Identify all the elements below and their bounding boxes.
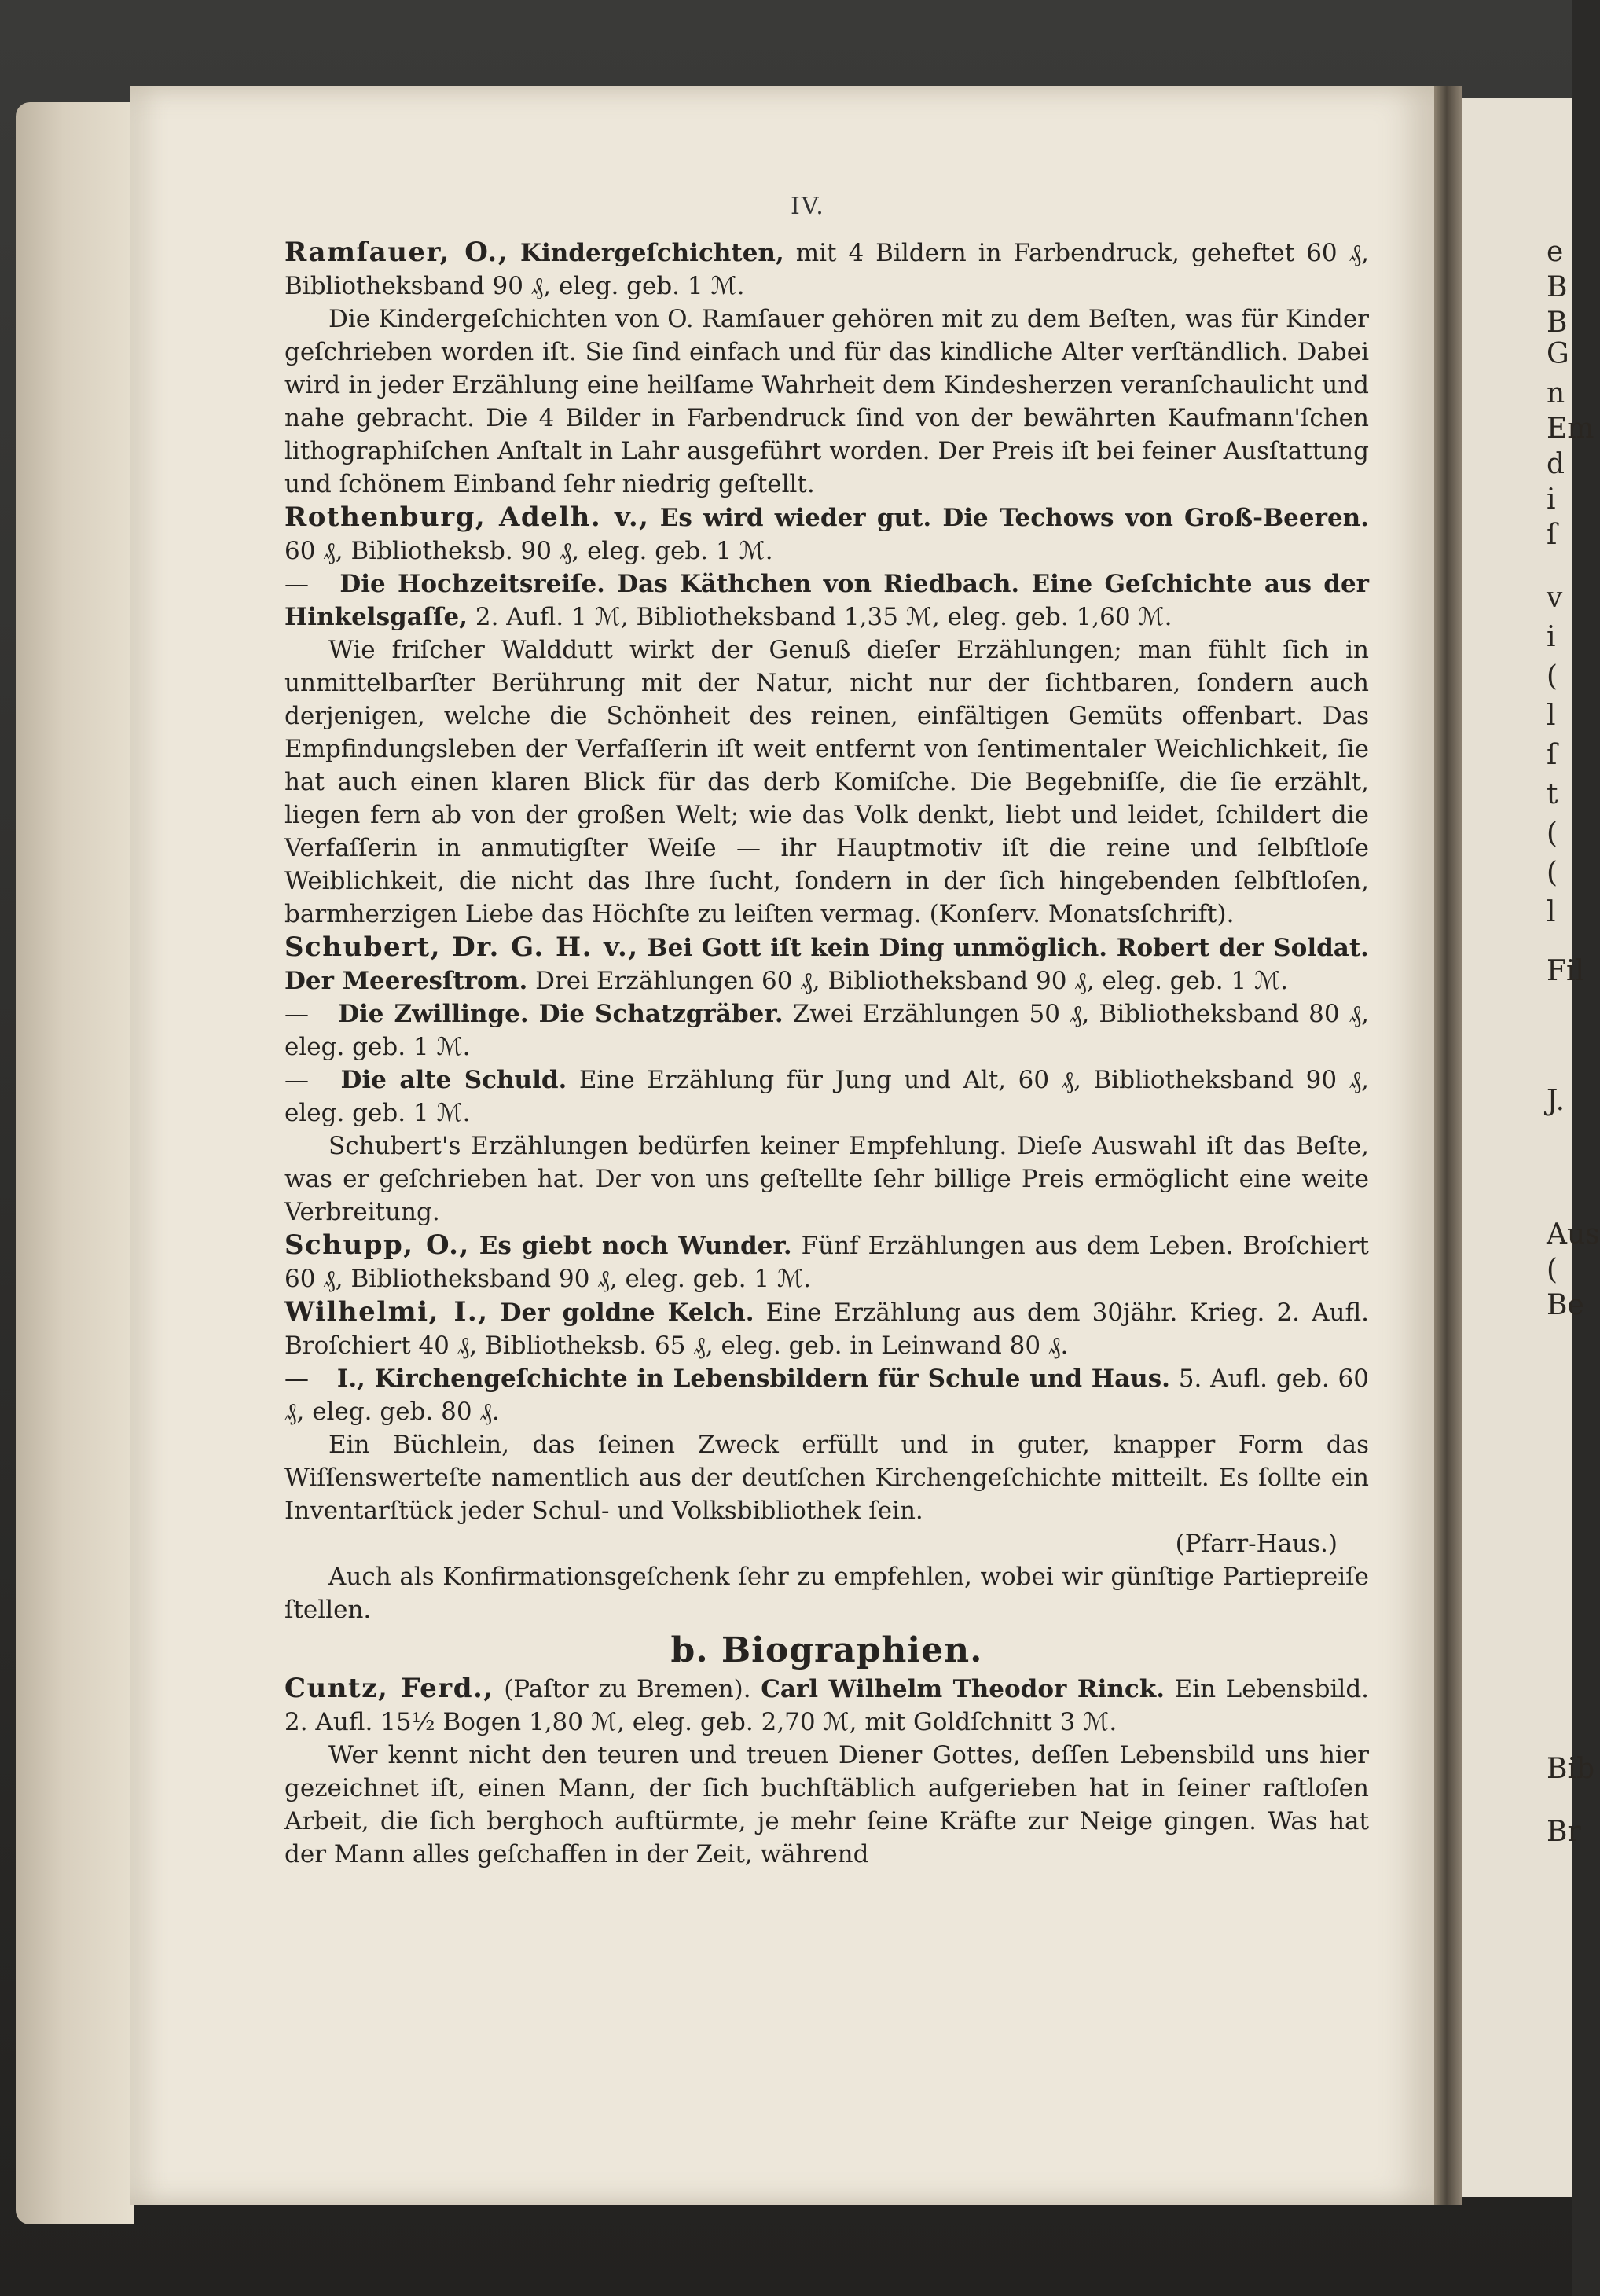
entry-author: Ramſauer, O., [284, 237, 509, 268]
page-body [284, 236, 1369, 1871]
entry-info: Eine Erzählung aus dem 30jähr. Krieg. 2. Aufl. Broſchiert 40 ₰, Bibliotheksb. 65 ₰, eleg. geb. in Leinwand 80 ₰. [284, 1299, 1369, 1360]
entry-title: Es wird wieder gut. Die Techows von Groß-Beeren. [659, 504, 1369, 532]
next-page-fragment: ſ [1547, 739, 1558, 771]
next-page-fragment: ſ [1547, 519, 1558, 551]
next-page-fragment: ( [1547, 857, 1558, 889]
catalog-subentry [284, 1362, 1369, 1428]
entry-author-note: (Paſtor zu Bremen). [504, 1675, 751, 1703]
catalog-entry [284, 1295, 1369, 1362]
next-page-fragment: d [1547, 448, 1565, 480]
next-page-fragment: Aus [1547, 1218, 1600, 1251]
catalog-subentry [284, 568, 1369, 634]
catalog-subentry [284, 1064, 1369, 1130]
entry-dash: — [284, 570, 309, 598]
subentry-title: Die alte Schuld. [340, 1066, 567, 1094]
entry-note: Auch als Konfirmationsgeſchenk ſehr zu empfehlen, wobei wir günſtige Partiepreiſe ſtellen. [284, 1563, 1369, 1624]
entry-info: mit 4 Bildern in Farbendruck, geheftet 60 ₰, Bibliotheksband 90 ₰, eleg. geb. 1 ℳ. [284, 239, 1369, 300]
entry-title: Bei Gott iſt kein Ding unmöglich. Robert der Soldat. Der Meeresſtrom. [284, 934, 1369, 995]
next-page-fragment: e [1547, 236, 1564, 268]
entry-title: Carl Wilhelm Theodor Rinck. [761, 1675, 1165, 1703]
entry-review: Wer kennt nicht den teuren und treuen Diener Gottes, deſſen Lebensbild uns hier gezeichnet iſt, einen Mann, der ſich buchſtäblich aufgerieben hat in ſeiner raſtloſen Arbeit, die ſich berghoch auftürmte, je mehr ſeine Kräfte zur Neige gingen. Was hat der Mann alles geſchaffen in der Zeit, während [284, 1741, 1369, 1868]
next-page-fragment: Br [1547, 1816, 1581, 1848]
entry-dash: — [284, 1365, 309, 1393]
entry-author: Schubert, Dr. G. H. v., [284, 931, 639, 963]
next-page-fragment: t [1547, 778, 1558, 810]
catalog-entry [284, 236, 1369, 303]
section-heading: b. Biographien. [670, 1630, 983, 1670]
subentry-info: Zwei Erzählungen 50 ₰, Bibliotheksband 80 ₰, eleg. geb. 1 ℳ. [284, 1000, 1370, 1061]
subentry-info: 5. Aufl. geb. 60 ₰, eleg. geb. 80 ₰. [284, 1365, 1369, 1426]
next-page-fragment: Fil [1547, 955, 1585, 987]
next-page-fragment: B [1547, 307, 1568, 339]
entry-title: Der goldne Kelch. [500, 1299, 754, 1327]
entry-review: Wie friſcher Walddutt wirkt der Genuß dieſer Erzählungen; man fühlt ſich in unmittelbarſter Berührung mit der Natur, nicht nur der ſichtbaren, ſondern auch derjenigen, welche die Schönheit des reinen, einfältigen Gemüts offenbart. Das Empfindungsleben der Verfaſſerin iſt weit entfernt von ſentimentaler Weichlichkeit, ſie hat auch einen klaren Blick für das derb Komiſche. Die Begebniſſe, die ſie erzählt, liegen fern ab von der großen Welt; wie das Volk denkt, liebt und leidet, ſchildert die Verfaſſerin in anmutigſter Weiſe — ihr Hauptmotiv iſt die reine und ſelbſtloſe Weiblichkeit, die nicht das Ihre ſucht, ſondern in der ſich hingebenden ſelbſtloſen, barmherzigen Liebe das Höchſte zu leiſten vermag. (Konſerv. Monatsſchrift). [284, 636, 1369, 928]
next-page-fragment: Em [1547, 413, 1594, 445]
next-page-fragment: i [1547, 483, 1556, 516]
subentry-title: Die Hochzeitsreiſe. Das Käthchen von Riedbach. Eine Geſchichte aus der Hinkelsgaſſe, [284, 570, 1370, 631]
page-number: IV. [791, 193, 825, 220]
subentry-info: 2. Aufl. 1 ℳ, Bibliotheksband 1,35 ℳ, eleg. geb. 1,60 ℳ. [475, 603, 1172, 631]
subentry-info: Eine Erzählung für Jung und Alt, 60 ₰, Bibliotheksband 90 ₰, eleg. geb. 1 ℳ. [284, 1066, 1369, 1127]
entry-review: Die Kindergeſchichten von O. Ramſauer gehören mit zu dem Beſten, was für Kinder geſchrieben worden iſt. Sie ſind einfach und für das kindliche Alter verſtändlich. Dabei wird in jeder Erzählung eine heilſame Wahrheit dem Kindesherzen veranſchaulicht und nahe gebracht. Die 4 Bilder in Farbendruck ſind von der bewährten Kaufmann'ſchen lithographiſchen Anſtalt in Lahr ausgeführt worden. Der Preis iſt bei feiner Ausſtattung und ſchönem Einband ſehr niedrig geſtellt. [284, 305, 1369, 498]
next-page-fragment: ( [1547, 817, 1558, 850]
next-page-fragment: ( [1547, 1254, 1558, 1286]
entry-dash: — [284, 1066, 309, 1094]
next-page-fragment: i [1547, 621, 1556, 653]
next-page-fragment: l [1547, 700, 1556, 732]
entry-author: Schupp, O., [284, 1229, 470, 1261]
catalog-entry [284, 501, 1369, 568]
next-page-fragment: B [1547, 271, 1568, 303]
entry-dash: — [284, 1000, 309, 1028]
next-page-fragment: G [1547, 338, 1569, 370]
next-page-fragment: Bib [1547, 1753, 1595, 1785]
next-page-fragment: Be [1547, 1289, 1584, 1321]
entry-review: Ein Büchlein, das ſeinen Zweck erfüllt und in guter, knapper Form das Wiſſenswerteſte namentlich aus der deutſchen Kirchengeſchichte mitteilt. Es ſollte ein Inventarſtück jeder Schul- und Volksbibliothek ſein. [284, 1431, 1369, 1525]
entry-info: 60 ₰, Bibliotheksb. 90 ₰, eleg. geb. 1 ℳ. [284, 537, 773, 565]
entry-author: Wilhelmi, I., [284, 1296, 489, 1328]
entry-title: Es giebt noch Wunder. [479, 1232, 792, 1260]
book-gutter [1434, 86, 1462, 2205]
entry-info: Fünf Erzählungen aus dem Leben. Broſchiert 60 ₰, Bibliotheksband 90 ₰, eleg. geb. 1 ℳ. [284, 1232, 1369, 1293]
entry-title: Kindergeſchichten, [520, 239, 784, 267]
entry-author: Rothenburg, Adelh. v., [284, 501, 650, 533]
next-page-fragment: ( [1547, 660, 1558, 692]
book-left-edge [16, 102, 134, 2224]
entry-info: Drei Erzählungen 60 ₰, Bibliotheksband 90 ₰, eleg. geb. 1 ℳ. [535, 967, 1288, 995]
catalog-subentry [284, 997, 1369, 1064]
subentry-title: I., Kirchengeſchichte in Lebensbildern für Schule und Haus. [336, 1365, 1170, 1393]
next-page-fragment: n [1547, 377, 1565, 410]
next-page-fragment: J. [1547, 1085, 1565, 1117]
subentry-title: Die Zwillinge. Die Schatzgräber. [338, 1000, 783, 1028]
catalog-entry [284, 1672, 1369, 1739]
entry-info: Ein Lebensbild. 2. Aufl. 15½ Bogen 1,80 ℳ, eleg. geb. 2,70 ℳ, mit Goldſchnitt 3 ℳ. [284, 1675, 1370, 1736]
next-page-fragment: l [1547, 896, 1556, 928]
catalog-entry [284, 931, 1369, 997]
next-page-fragment: v [1547, 582, 1563, 614]
entry-author: Cuntz, Ferd., [284, 1673, 494, 1704]
review-source: (Pfarr-Haus.) [1175, 1530, 1338, 1558]
entry-review: Schubert's Erzählungen bedürfen keiner Empfehlung. Dieſe Auswahl iſt das Beſte, was er geſchrieben hat. Der von uns geſtellte ſehr billige Preis ermöglicht eine weite Verbreitung. [284, 1132, 1369, 1226]
catalog-entry [284, 1229, 1369, 1295]
